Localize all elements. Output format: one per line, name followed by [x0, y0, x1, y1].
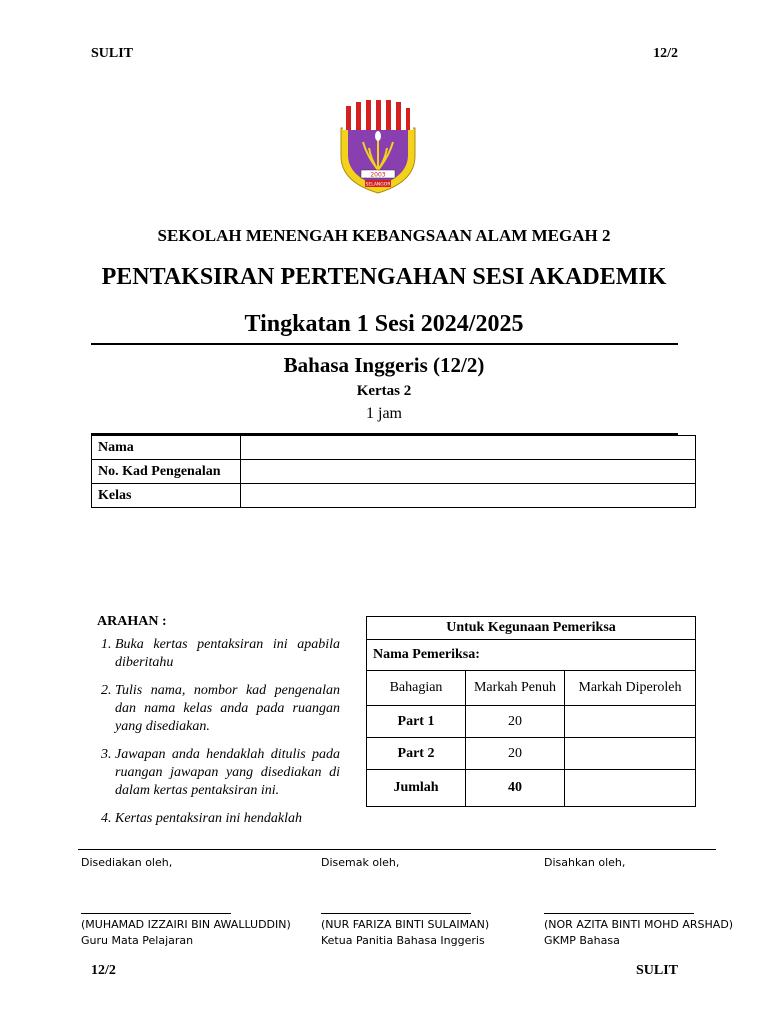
approver-position: GKMP Bahasa: [544, 934, 620, 947]
checker-name: (NUR FARIZA BINTI SULAIMAN): [321, 918, 490, 931]
instructions-block: [97, 614, 340, 846]
instruction-item: 1. Buka kertas pentaksiran ini apabila diberitahu: [115, 636, 340, 672]
footer-left: 12/2: [91, 963, 116, 978]
name-field[interactable]: [241, 436, 696, 460]
total-full-marks: 40: [466, 770, 565, 807]
approver-name: (NOR AZITA BINTI MOHD ARSHAD): [544, 918, 734, 931]
checked-by-label: Disemak oleh,: [321, 856, 400, 869]
signature-line: [81, 913, 231, 914]
crest-year: 2003: [370, 171, 386, 179]
signature-line: [321, 913, 471, 914]
table-row: [92, 436, 696, 460]
approved-by-label: Disahkan oleh,: [544, 856, 626, 869]
preparer-position: Guru Mata Pelajaran: [81, 934, 194, 947]
exam-title: PENTAKSIRAN PERTENGAHAN SESI AKADEMIK: [101, 264, 667, 290]
table-row: [367, 706, 696, 738]
column-header-obtained-marks: Markah Diperoleh: [565, 671, 696, 706]
table-row: [92, 484, 696, 508]
table-row: [367, 617, 696, 640]
title-divider: [91, 343, 678, 345]
instruction-item: 3. Jawapan anda hendaklah ditulis pada ruangan jawapan yang disediakan di dalam kertas pentaksiran ini.: [115, 746, 340, 800]
subject-title: Bahasa Inggeris (12/2): [283, 353, 485, 377]
form-session: Tingkatan 1 Sesi 2024/2025: [244, 311, 524, 337]
class-field[interactable]: [241, 484, 696, 508]
instruction-item: 2. Tulis nama, nombor kad pengenalan dan nama kelas anda pada ruangan yang disediakan.: [115, 682, 340, 736]
school-name: SEKOLAH MENENGAH KEBANGSAAN ALAM MEGAH 2: [157, 226, 611, 245]
prepared-by-label: Disediakan oleh,: [81, 856, 173, 869]
part-1-label: Part 1: [367, 706, 466, 738]
examiner-table: [366, 616, 696, 807]
table-row: [367, 738, 696, 770]
part-2-full-marks: 20: [466, 738, 565, 770]
header-left: SULIT: [91, 46, 134, 61]
footer-right: SULIT: [635, 963, 678, 978]
candidate-info-table: [91, 435, 696, 508]
total-obtained-marks[interactable]: [565, 770, 696, 807]
checker-position: Ketua Panitia Bahasa Inggeris: [321, 934, 485, 947]
table-row: [367, 770, 696, 807]
instructions-list: [97, 636, 340, 828]
part-1-full-marks: 20: [466, 706, 565, 738]
total-label: Jumlah: [367, 770, 466, 807]
table-row: [367, 671, 696, 706]
header-right: 12/2: [653, 46, 678, 61]
duration-label: 1 jam: [366, 405, 402, 422]
school-crest-icon: [333, 98, 423, 196]
paper-label: Kertas 2: [356, 383, 412, 399]
instructions-heading: ARAHAN :: [97, 614, 167, 629]
table-row: [92, 460, 696, 484]
class-label: Kelas: [92, 484, 241, 508]
preparer-name: (MUHAMAD IZZAIRI BIN AWALLUDDIN): [81, 918, 291, 931]
instruction-item: 4. Kertas pentaksiran ini hendaklah: [115, 810, 340, 828]
signature-line: [544, 913, 694, 914]
column-header-part: Bahagian: [367, 671, 466, 706]
name-label: Nama: [92, 436, 241, 460]
ic-number-field[interactable]: [241, 460, 696, 484]
crest-place: SELANGOR: [365, 182, 391, 188]
examiner-table-title: Untuk Kegunaan Pemeriksa: [367, 617, 696, 640]
part-1-obtained-marks[interactable]: [565, 706, 696, 738]
examiner-name-label: Nama Pemeriksa:: [367, 640, 696, 671]
table-row: [367, 640, 696, 671]
ic-number-label: No. Kad Pengenalan: [92, 460, 241, 484]
column-header-full-marks: Markah Penuh: [466, 671, 565, 706]
part-2-obtained-marks[interactable]: [565, 738, 696, 770]
part-2-label: Part 2: [367, 738, 466, 770]
